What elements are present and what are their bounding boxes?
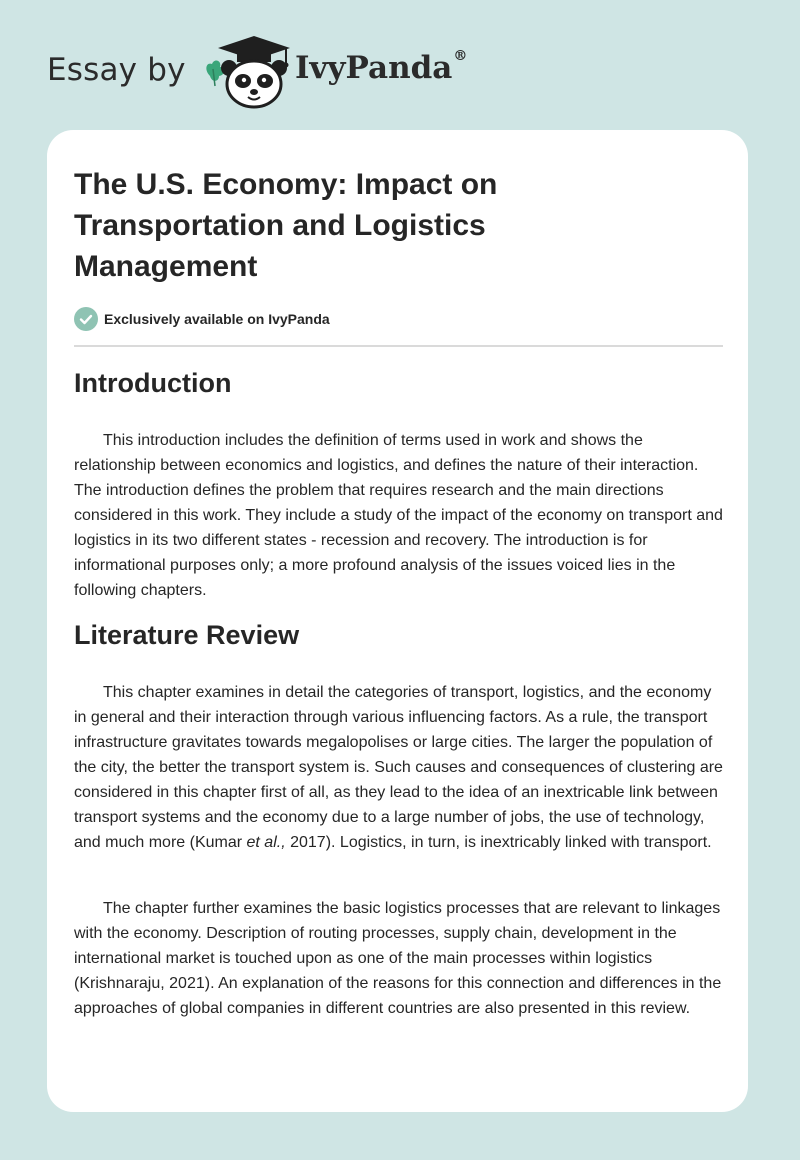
exclusive-badge xyxy=(74,306,330,332)
literature-review-paragraph-1: This chapter examines in detail the categories of transport, logistics, and the economy in general and their interaction through various influencing factors. As a rule, the transport infrastructure gravitates towards megalopolises or large cities. The larger the population of the city, the better the transport system is. Such causes and consequences of clustering are considered in this chapter first of all, as they lead to the idea of an inextricable link between transport systems and the economy due to a large number of jobs, the use of technology, and much more (Kumar et al., 2017). Logistics, in turn, is inextricably linked with transport. xyxy=(74,684,723,851)
essay-by-label: Essay by xyxy=(47,52,186,88)
check-icon xyxy=(74,307,98,331)
section-heading-literature-review: Literature Review xyxy=(74,620,300,650)
site-header xyxy=(47,34,547,114)
essay-card xyxy=(47,130,748,1112)
badge-label: Exclusively available on IvyPanda xyxy=(104,311,330,327)
ivypanda-logo-icon[interactable] xyxy=(202,34,294,110)
citation-emphasis: et al., xyxy=(246,834,286,851)
leaf-icon xyxy=(206,60,224,86)
divider xyxy=(74,345,723,347)
introduction-paragraph: This introduction includes the definition of terms used in work and shows the relationship between economics and logistics, and defines the nature of their interaction. The introduction defines the problem that requires research and the main directions considered in this work. They include a study of the impact of the economy on transport and logistics in its two different states - recession and recovery. The introduction is for informational purposes only; a more profound analysis of the issues voiced lies in the following chapters. xyxy=(74,432,723,599)
registered-mark: ® xyxy=(453,48,468,64)
section-heading-introduction: Introduction xyxy=(74,368,232,398)
literature-review-paragraph-2: The chapter further examines the basic logistics processes that are relevant to linkages with the economy. Description of routing processes, supply chain, development in the international market is touched upon as one of the main processes within logistics (Krishnaraju, 2021). An explanation of the reasons for this connection and differences in the approaches of global companies in different countries are also presented in this review. xyxy=(74,900,722,1017)
page-title: The U.S. Economy: Impact on Transportation and Logistics Management xyxy=(74,168,498,283)
brand-name[interactable]: IvyPanda® xyxy=(295,48,468,86)
